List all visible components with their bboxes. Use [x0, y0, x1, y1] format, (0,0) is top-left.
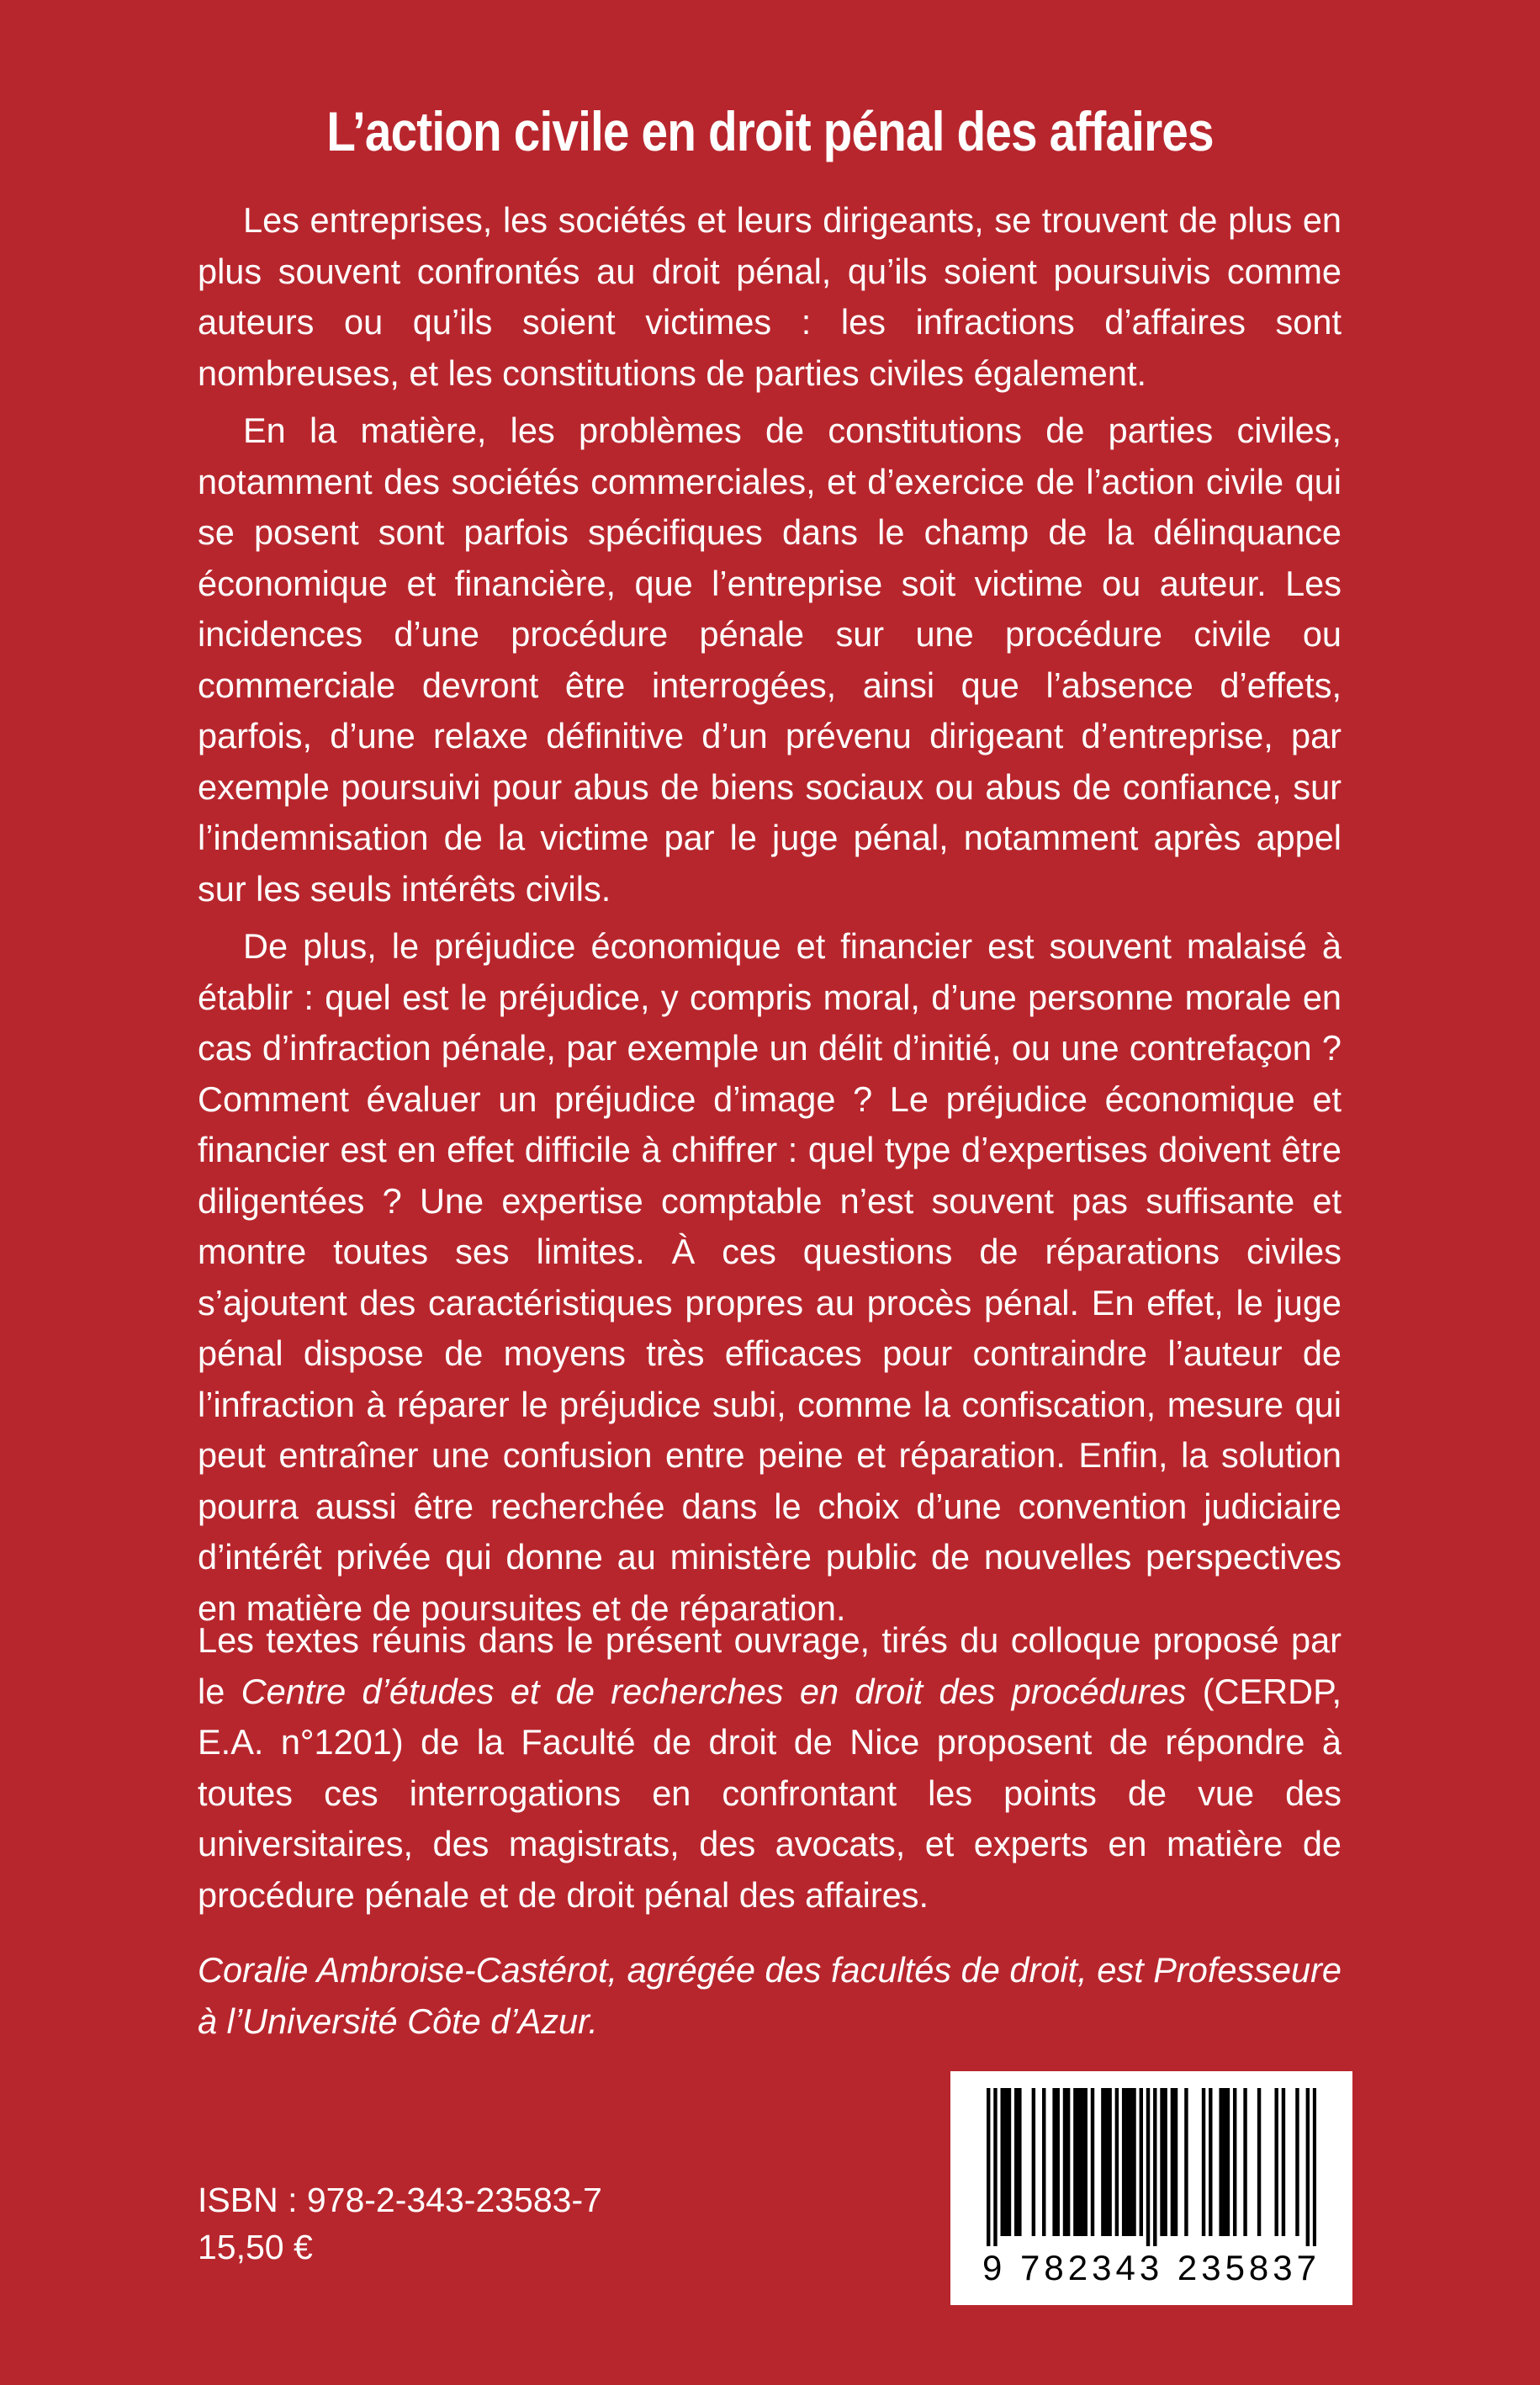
- barcode-bar: [1052, 2088, 1056, 2236]
- barcode-bar: [1306, 2088, 1310, 2246]
- barcode-digits: 9 782343 235837: [982, 2248, 1320, 2287]
- barcode-bar: [1104, 2088, 1108, 2236]
- barcode-bar: [1125, 2088, 1129, 2236]
- isbn-number: ISBN : 978-2-343-23583-7: [198, 2181, 602, 2219]
- barcode-bar: [1042, 2088, 1045, 2236]
- colloque-text-end: (CERDP, E.A. n°1201) de la Faculté de droit de Nice proposent de répondre à toutes ces interrogations en confrontant les points de vue des universitaires, des magistrats, des avocats, et experts en matière de procédure pénale et de droit pénal des affaires.: [198, 1671, 1342, 1915]
- barcode-bar: [1101, 2088, 1104, 2236]
- book-title: L’action civile en droit pénal des affaires: [326, 100, 1214, 162]
- barcode-bar: [1174, 2088, 1177, 2236]
- barcode-bar: [1080, 2088, 1083, 2236]
- author-note: Coralie Ambroise-Castérot, agrégée des facultés de droit, est Professeure à l’Université Côte d’Azur.: [198, 1950, 1342, 2041]
- barcode-bar: [1153, 2088, 1156, 2246]
- barcode-bar: [1014, 2088, 1018, 2236]
- barcode-bar: [1274, 2088, 1278, 2236]
- barcode-bar: [1233, 2088, 1236, 2236]
- barcode-bar: [1313, 2088, 1316, 2246]
- price: 15,50 €: [198, 2228, 313, 2266]
- barcode-bar: [1257, 2088, 1261, 2236]
- back-cover-summary: [198, 195, 1342, 1634]
- barcode-bar: [1091, 2088, 1094, 2236]
- barcode-bar: [993, 2088, 997, 2246]
- barcode-bar: [1295, 2088, 1299, 2236]
- barcode-bar: [1282, 2088, 1285, 2236]
- barcode-bar: [1077, 2088, 1080, 2236]
- summary-paragraph: De plus, le préjudice économique et financier est souvent malaisé à établir : quel est le préjudice, y compris moral, d’une personne morale en cas d’infraction pénale, par exemple un délit d’initié, ou une contrefaçon ? Comment évaluer un préjudice d’image ? Le préjudice économique et financier est en effet difficile à chiffrer : quel type d’expertises doivent être diligentées ? Une expertise comptable n’est souvent pas suffisante et montre toutes ses limites. À ces questions de réparations civiles s’ajoutent des caractéristiques propres au procès pénal. En effet, le juge pénal dispose de moyens très efficaces pour contraindre l’auteur de l’infraction à réparer le préjudice subi, comme la confiscation, mesure qui peut entraîner une confusion entre peine et réparation. Enfin, la solution pourra aussi être recherchée dans le choix d’une convention judiciaire d’intérêt privée qui donne au ministère public de nouvelles perspectives en matière de poursuites et de réparation.: [198, 926, 1342, 1628]
- barcode-bar: [1243, 2088, 1246, 2236]
- barcode-bar: [1160, 2088, 1163, 2236]
- barcode-bar: [1032, 2088, 1035, 2236]
- barcode-bar: [1226, 2088, 1230, 2236]
- barcode-bars: [987, 2088, 1316, 2246]
- barcode-bar: [1219, 2088, 1222, 2236]
- summary-paragraph: En la matière, les problèmes de constitutions de parties civiles, notamment des sociétés commerciales, et d’exercice de l’action civile qui se posent sont parfois spécifiques dans le champ de la délinquance économique et financière, que l’entreprise soit victime ou auteur. Les incidences d’une procédure pénale sur une procédure civile ou commerciale devront être interrogées, ainsi que l’absence d’effets, parfois, d’une relaxe définitive d’un prévenu dirigeant d’entreprise, par exemple poursuivi pour abus de biens sociaux ou abus de confiance, sur l’indemnisation de la victime par le juge pénal, notamment après appel sur les seuls intérêts civils.: [198, 411, 1342, 909]
- colloque-text-start: Les textes réunis dans le présent ouvrage, tirés du colloque proposé par le: [198, 1620, 1342, 1711]
- colloque-paragraph: [198, 1615, 1342, 1921]
- barcode-bar: [1140, 2088, 1143, 2236]
- barcode-bar: [1066, 2088, 1070, 2236]
- barcode-bar: [1004, 2088, 1008, 2236]
- barcode-bar: [1056, 2088, 1060, 2236]
- barcode-bar: [1129, 2088, 1132, 2236]
- barcode-bar: [1008, 2088, 1011, 2236]
- barcode-bar: [1132, 2088, 1135, 2236]
- barcode-bar: [1146, 2088, 1150, 2246]
- barcode-bar: [1001, 2088, 1004, 2236]
- barcode-bar: [1209, 2088, 1212, 2236]
- barcode-bar: [987, 2088, 990, 2246]
- barcode: [950, 2071, 1352, 2305]
- barcode-bar: [1171, 2088, 1174, 2236]
- barcode-bar: [1184, 2088, 1188, 2236]
- publication-info: [198, 2176, 602, 2271]
- summary-paragraph: Les entreprises, les sociétés et leurs dirigeants, se trouvent de plus en plus souvent confrontés au droit pénal, qu’ils soient poursuivis comme auteurs ou qu’ils soient victimes : les infractions d’affaires sont nombreuses, et les constitutions de parties civiles également.: [198, 200, 1342, 393]
- barcode-bar: [1073, 2088, 1077, 2236]
- barcode-bar: [1202, 2088, 1205, 2236]
- barcode-bar: [1018, 2088, 1021, 2236]
- barcode-bar: [1122, 2088, 1125, 2236]
- barcode-bar: [1063, 2088, 1066, 2236]
- research-centre-name: Centre d’études et de recherches en droit des procédures: [241, 1671, 1187, 1711]
- barcode-bar: [1084, 2088, 1088, 2236]
- barcode-bar: [1163, 2088, 1167, 2236]
- barcode-bar: [1115, 2088, 1119, 2236]
- barcode-bar: [1223, 2088, 1226, 2236]
- barcode-bar: [1108, 2088, 1111, 2236]
